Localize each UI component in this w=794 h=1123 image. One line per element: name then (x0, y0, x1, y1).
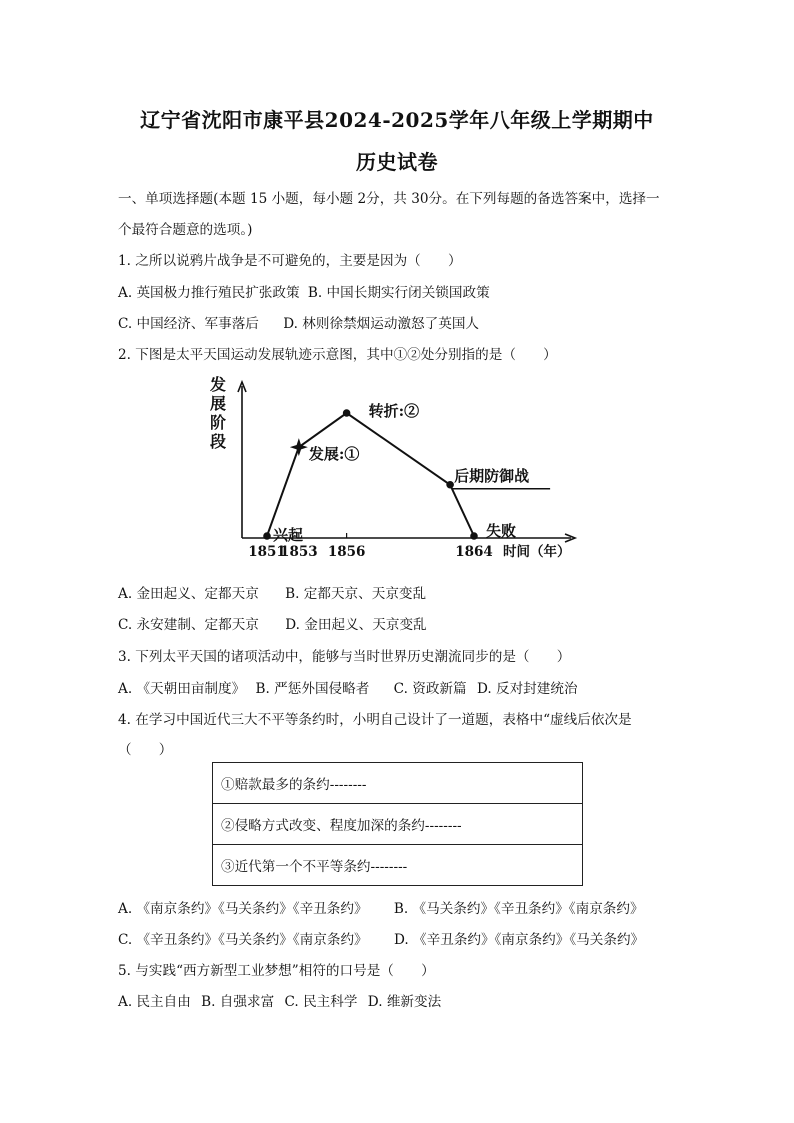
x-axis-label: 时间（年） (503, 544, 571, 560)
q3-option-b: B. 严惩外国侵略者 (255, 681, 370, 697)
table-row (213, 845, 583, 886)
taiping-chart (205, 370, 595, 570)
x-tick-label: 1853 (280, 544, 318, 560)
q2-option-c: C. 永安建制、定都天京 (118, 617, 259, 633)
q1-option-d: D. 林则徐禁烟运动激怒了英国人 (283, 316, 480, 332)
x-tick-label: 1851 (248, 544, 286, 560)
point-marker (470, 532, 478, 540)
q2-option-b: B. 定都天京、天京变乱 (285, 586, 427, 602)
section-instructions-line1: 一、单项选择题(本题 15 小题，每小题 2分，共 30分。在下列每题的备选答案中，选择一 (118, 191, 660, 207)
point-label: 失败 (486, 522, 517, 540)
q5-option-c: C. 民主科学 (284, 994, 358, 1010)
q2-option-d: D. 金田起义、天京变乱 (285, 617, 427, 633)
q4-table-cell-1: ①赔款最多的条约-------- (213, 763, 583, 804)
point-marker (343, 409, 351, 417)
q1-option-a: A. 英国极力推行殖民扩张政策 (118, 285, 300, 301)
x-tick-label: 1864 (455, 544, 493, 560)
q1-stem: 1. 之所以说鸦片战争是不可避免的，主要是因为（ ） (118, 253, 462, 269)
q5-option-a: A. 民主自由 (118, 994, 191, 1010)
q3-options (118, 677, 578, 697)
q4-stem-line1: 4. 在学习中国近代三大不平等条约时，小明自己设计了一道题，表格中“虚线后依次是 (118, 712, 632, 728)
q3-stem: 3. 下列太平天国的诸项活动中，能够与当时世界历史潮流同步的是（ ） (118, 649, 571, 665)
point-marker (446, 481, 454, 489)
q2-option-a: A. 金田起义、定都天京 (118, 586, 259, 602)
point-marker-star (290, 438, 308, 456)
y-axis-label-char: 段 (210, 432, 227, 451)
q1-option-c: C. 中国经济、军事落后 (118, 316, 259, 332)
q4-options-row2 (118, 928, 644, 948)
q3-option-d: D. 反对封建统治 (476, 681, 578, 697)
q4-option-a: A. 《南京条约》《马关条约》《辛丑条约》 (118, 901, 368, 917)
q4-table-cell-2: ②侵略方式改变、程度加深的条约-------- (213, 804, 583, 845)
q4-option-d: D. 《辛丑条约》《南京条约》《马关条约》 (393, 932, 645, 948)
table-row (213, 763, 583, 804)
q2-options-row1 (118, 582, 426, 602)
q3-option-c: C. 资政新篇 (393, 681, 467, 697)
point-label: 后期防御战 (454, 466, 530, 485)
q4-table (212, 762, 583, 886)
q2-options-row2 (118, 613, 427, 633)
q1-options-row1 (118, 281, 490, 301)
q1-option-b: B. 中国长期实行闭关锁国政策 (307, 285, 490, 301)
exam-subtitle: 历史试卷 (356, 150, 438, 174)
y-axis-label-char: 展 (210, 394, 227, 413)
point-label: 发展:① (308, 445, 360, 464)
q4-options-row1 (118, 897, 644, 917)
q4-option-b: B. 《马关条约》《辛丑条约》《南京条约》 (393, 901, 644, 917)
point-label: 转折:② (368, 402, 420, 420)
q5-option-b: B. 自强求富 (201, 994, 275, 1010)
table-row (213, 804, 583, 845)
q3-option-a: A. 《天朝田亩制度》 (118, 681, 246, 697)
y-axis-label-char: 阶 (210, 413, 227, 432)
q2-stem: 2. 下图是太平天国运动发展轨迹示意图，其中①②处分别指的是（ ） (118, 347, 557, 363)
q5-options (118, 990, 441, 1010)
point-label: 兴起 (273, 526, 304, 544)
q4-option-c: C. 《辛丑条约》《马关条约》《南京条约》 (118, 932, 368, 948)
q1-options-row2 (118, 312, 479, 332)
point-marker (263, 532, 271, 540)
q5-option-d: D. 维新变法 (367, 994, 442, 1010)
x-tick-label: 1856 (327, 544, 366, 560)
exam-title: 辽宁省沈阳市康平县2024-2025学年八年级上学期期中 (140, 108, 654, 132)
q4-table-cell-3: ③近代第一个不平等条约-------- (213, 845, 583, 886)
q4-stem-line2: （ ） (118, 742, 173, 758)
trajectory-line (267, 413, 474, 536)
y-axis-label-char: 发 (210, 375, 227, 394)
q5-stem: 5. 与实践“西方新型工业梦想”相符的口号是（ ） (118, 963, 435, 979)
section-instructions-line2: 个最符合题意的选项。) (118, 222, 253, 238)
